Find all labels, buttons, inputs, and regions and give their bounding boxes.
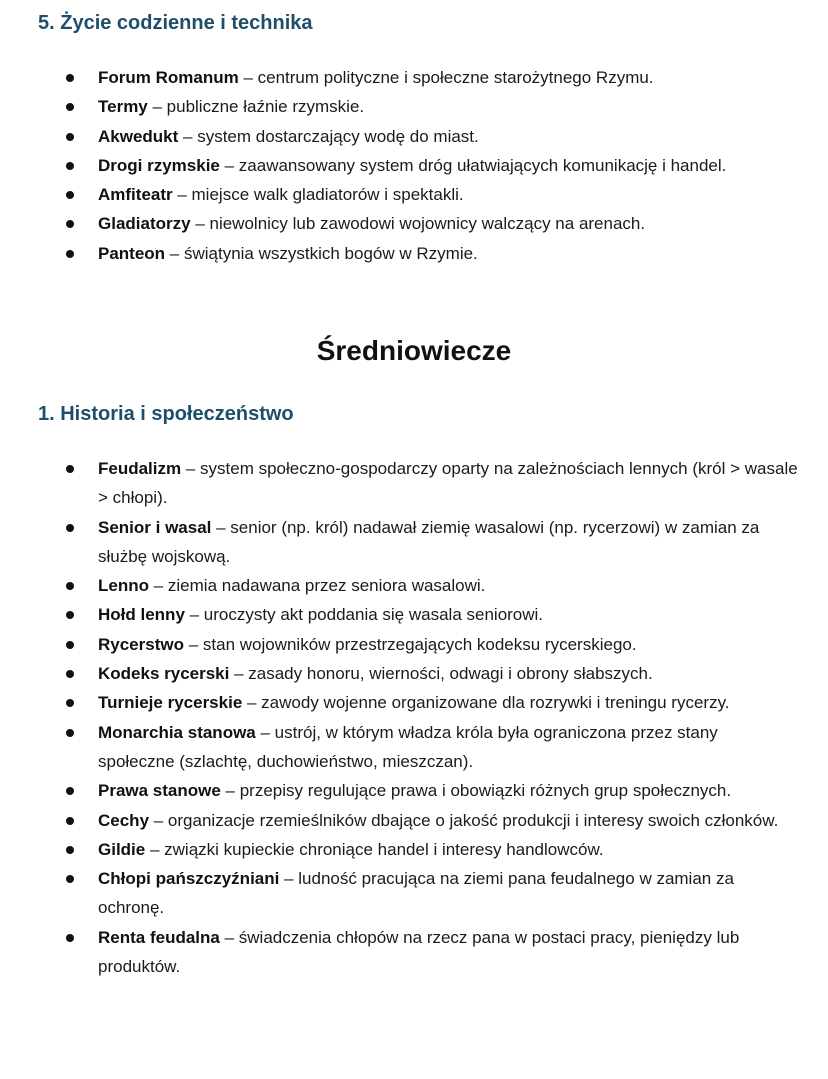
list-item [0, 688, 828, 717]
term-name: Akwedukt [98, 126, 179, 146]
bullet-icon [66, 670, 74, 678]
daily-life-term-list [0, 63, 828, 268]
term-definition: – świątynia wszystkich bogów w Rzymie. [165, 243, 478, 263]
bullet-icon [66, 220, 74, 228]
term-definition: – system dostarczający wodę do miast. [178, 126, 479, 146]
bullet-icon [66, 191, 74, 199]
list-item [0, 63, 828, 92]
term-name: Cechy [98, 810, 150, 830]
list-item [0, 864, 828, 923]
term-name: Feudalizm [98, 459, 182, 478]
bullet-icon [66, 582, 74, 590]
term-name: Termy [98, 97, 148, 117]
bullet-icon [66, 250, 74, 258]
list-item [0, 151, 828, 180]
bullet-icon [66, 524, 74, 532]
term-definition: – przepisy regulujące prawa i obowiązki różnych grup społecznych. [220, 781, 732, 801]
bullet-icon [66, 74, 74, 82]
term-definition: – centrum polityczne i społeczne starożytnego Rzymu. [238, 68, 654, 87]
term-definition: – ziemia nadawana przez seniora wasalowi. [149, 576, 486, 596]
bullet-icon [66, 162, 74, 170]
term-name: Renta feudalna [98, 927, 220, 947]
bullet-icon [66, 817, 74, 825]
list-item [0, 180, 828, 209]
term-name: Forum Romanum [98, 68, 239, 87]
term-name: Monarchia stanowa [98, 722, 256, 742]
list-item [0, 835, 828, 864]
list-item [0, 571, 828, 600]
chapter-title: Średniowiecze [316, 335, 512, 366]
term-definition: – niewolnicy lub zawodowi wojownicy walczący na arenach. [190, 214, 646, 234]
bullet-icon [66, 465, 74, 473]
term-definition: – senior (np. król) nadawał ziemię wasalowi (np. rycerzowi) w zamian za służbę wojskową. [98, 517, 760, 566]
history-society-term-list [0, 454, 828, 981]
bullet-icon [66, 611, 74, 619]
term-name: Gladiatorzy [98, 214, 191, 234]
bullet-icon [66, 641, 74, 649]
term-name: Gildie [98, 839, 146, 859]
term-name: Amfiteatr [98, 185, 173, 205]
term-definition: – ludność pracująca na ziemi pana feudalnego w zamian za ochronę. [98, 869, 734, 918]
bullet-icon [66, 846, 74, 854]
list-item [0, 122, 828, 151]
list-item [0, 92, 828, 121]
list-item [0, 454, 828, 513]
bullet-icon [66, 133, 74, 141]
term-definition: – świadczenia chłopów na rzecz pana w postaci pracy, pieniędzy lub produktów. [98, 927, 740, 977]
term-name: Kodeks rycerski [98, 664, 230, 684]
bullet-icon [66, 729, 74, 737]
term-definition: – związki kupieckie chroniące handel i interesy handlowców. [145, 839, 604, 859]
list-item [0, 630, 828, 659]
term-name: Chłopi pańszczyźniani [98, 869, 280, 889]
list-item [0, 806, 828, 835]
list-item [0, 600, 828, 629]
section-heading-history-society: 1. Historia i społeczeństwo [38, 403, 294, 425]
term-name: Turnieje rycerskie [98, 693, 243, 713]
bullet-icon [66, 103, 74, 111]
term-name: Lenno [98, 576, 149, 596]
section-heading-daily-life: 5. Życie codzienne i technika [38, 12, 313, 34]
term-name: Panteon [98, 243, 166, 263]
list-item [0, 239, 828, 268]
bullet-icon [66, 787, 74, 795]
bullet-icon [66, 875, 74, 883]
term-definition: – stan wojowników przestrzegających kodeksu rycerskiego. [183, 634, 637, 654]
term-definition: – publiczne łaźnie rzymskie. [147, 97, 365, 117]
list-item [0, 209, 828, 238]
term-definition: – ustrój, w którym władza króla była ograniczona przez stany społeczne (szlachtę, duchowieństwo, mieszczan). [98, 722, 718, 771]
list-item [0, 718, 828, 777]
term-name: Senior i wasal [98, 517, 212, 537]
term-definition: – uroczysty akt poddania się wasala seniorowi. [184, 605, 544, 625]
term-name: Hołd lenny [98, 605, 185, 625]
term-definition: – organizacje rzemieślników dbające o jakość produkcji i interesy swoich członków. [149, 810, 779, 830]
term-name: Rycerstwo [98, 634, 184, 654]
term-definition: – zaawansowany system dróg ułatwiających komunikację i handel. [219, 155, 727, 175]
term-definition: – miejsce walk gladiatorów i spektakli. [172, 185, 464, 205]
list-item [0, 513, 828, 572]
bullet-icon [66, 699, 74, 707]
term-definition: – zasady honoru, wierności, odwagi i obrony słabszych. [229, 664, 653, 684]
term-definition: – zawody wojenne organizowane dla rozrywki i treningu rycerzy. [242, 693, 730, 713]
bullet-icon [66, 934, 74, 942]
term-definition: – system społeczno-gospodarczy oparty na zależnościach lennych (król > wasale > chłopi). [98, 459, 798, 508]
list-item [0, 776, 828, 805]
list-item [0, 923, 828, 982]
term-name: Prawa stanowe [98, 781, 221, 801]
term-name: Drogi rzymskie [98, 155, 220, 175]
list-item [0, 659, 828, 688]
